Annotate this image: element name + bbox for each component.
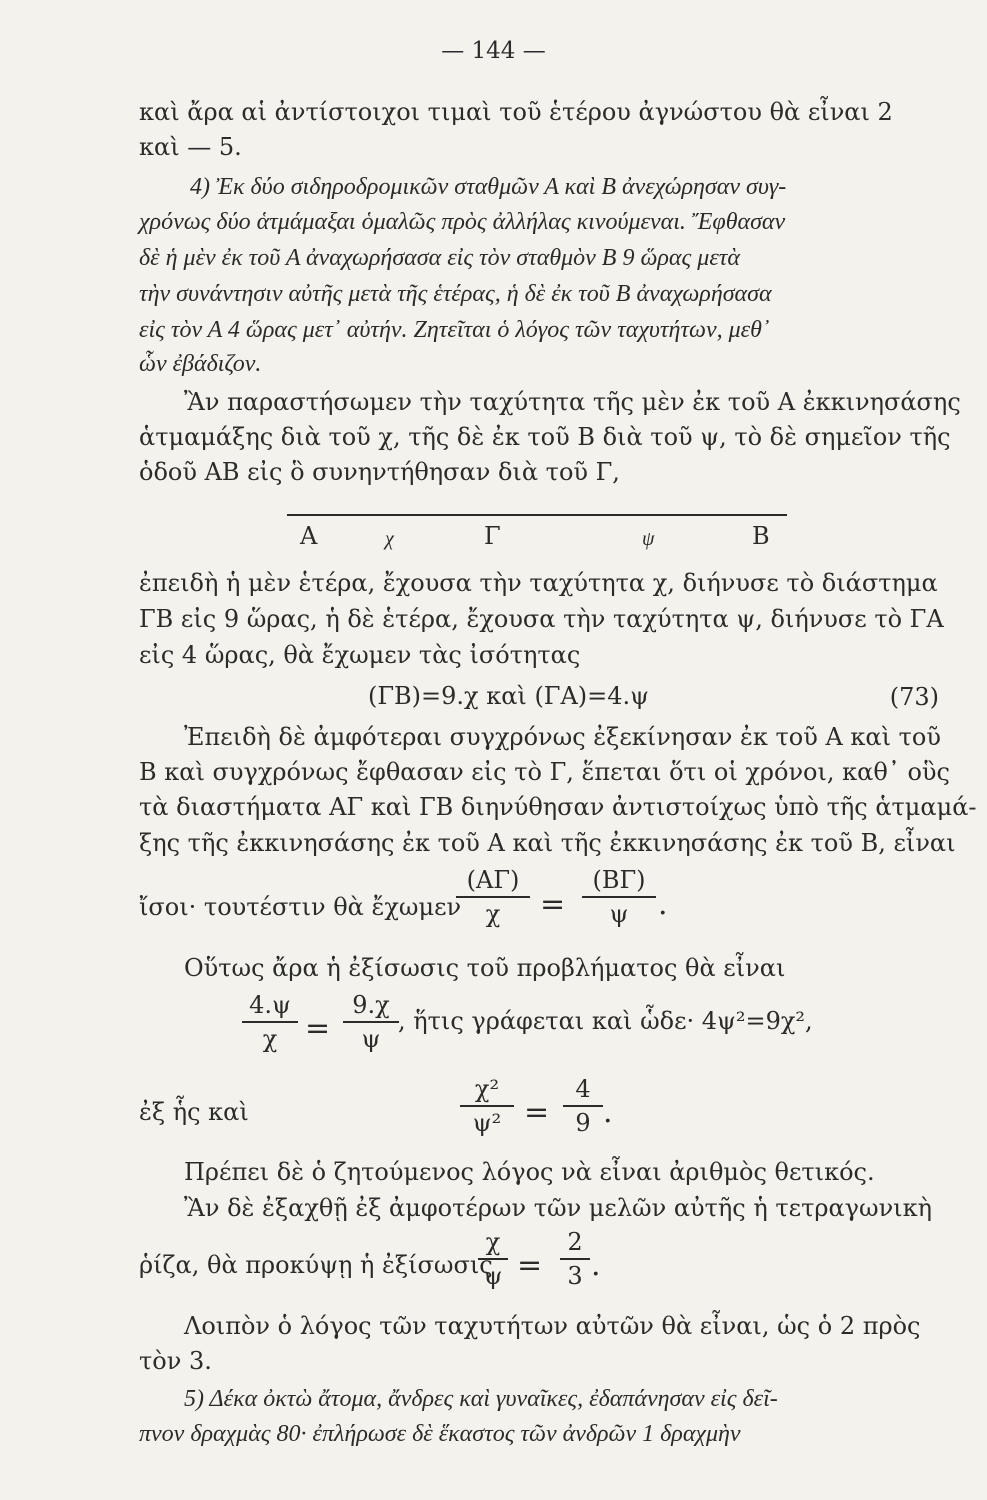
fraction-denominator: ψ² bbox=[472, 1109, 502, 1137]
fraction-numerator: 9.χ bbox=[352, 991, 390, 1019]
fraction-9chi-over-psi bbox=[343, 990, 399, 1054]
segment-label-a: Α bbox=[300, 522, 318, 550]
problem-5-text: πνον δραχμὰς 80· ἐπλήρωσε δὲ ἕκαστος τῶν ἀνδρῶν 1 δραχμὴν bbox=[139, 1421, 741, 1447]
fraction-bar bbox=[343, 1021, 399, 1023]
solution-text: Λοιπὸν ὁ λόγος τῶν ταχυτήτων αὐτῶν θὰ εἶναι, ὡς ὁ 2 πρὸς bbox=[184, 1312, 921, 1340]
equals-sign: = bbox=[540, 887, 566, 922]
problem-4-text: δὲ ἡ μὲν ἐκ τοῦ Α ἀναχωρήσασα εἰς τὸν σταθμὸν Β 9 ὥρας μετὰ bbox=[139, 245, 740, 271]
fraction-numerator: χ² bbox=[474, 1075, 500, 1103]
solution-text: Ἐπειδὴ δὲ ἀμφότεραι συγχρόνως ἐξεκίνησαν ἐκ τοῦ Α καὶ τοῦ bbox=[184, 723, 941, 751]
fraction-denominator: χ bbox=[262, 1025, 278, 1053]
period: . bbox=[658, 887, 668, 922]
solution-text: ἐπειδὴ ἡ μὲν ἑτέρα, ἔχουσα τὴν ταχύτητα χ, διήνυσε τὸ διάστημα bbox=[139, 569, 938, 597]
fraction-2-over-3 bbox=[560, 1227, 590, 1291]
solution-text: ὁδοῦ ΑΒ εἰς ὃ συνηντήθησαν διὰ τοῦ Γ, bbox=[139, 458, 620, 486]
segment-label-b: Β bbox=[752, 522, 770, 550]
segment-label-gamma: Γ bbox=[484, 522, 501, 550]
fraction-bar bbox=[563, 1105, 603, 1107]
fraction-4psi-over-chi bbox=[242, 990, 298, 1054]
problem-4-text: 4) Ἐκ δύο σιδηροδρομικῶν σταθμῶν Α καὶ Β ἀνεχώρησαν συγ- bbox=[190, 174, 787, 200]
fraction-denominator: 9 bbox=[575, 1109, 591, 1137]
fraction-numerator: 4.ψ bbox=[249, 991, 291, 1019]
segment-label-chi: χ bbox=[385, 528, 394, 550]
text-line: καὶ — 5. bbox=[139, 133, 242, 161]
solution-text: Οὕτως ἄρα ἡ ἐξίσωσις τοῦ προβλήματος θὰ εἶναι bbox=[184, 954, 786, 982]
equals-sign: = bbox=[305, 1011, 331, 1046]
solution-text: Πρέπει δὲ ὁ ζητούμενος λόγος νὰ εἶναι ἀριθμὸς θετικός. bbox=[184, 1158, 875, 1186]
fraction-bar bbox=[242, 1021, 298, 1023]
fraction-denominator: ψ bbox=[361, 1025, 381, 1053]
fraction-numerator: (ΑΓ) bbox=[466, 866, 520, 894]
problem-4-text: ὧν ἐβάδιζον. bbox=[139, 351, 262, 377]
equals-sign: = bbox=[517, 1248, 543, 1283]
problem-4-text: τὴν συνάντησιν αὐτῆς μετὰ τῆς ἑτέρας, ἡ δὲ ἐκ τοῦ Β ἀναχωρήσασα bbox=[139, 281, 772, 307]
solution-text: ΓΒ εἰς 9 ὥρας, ἡ δὲ ἑτέρα, ἔχουσα τὴν ταχύτητα ψ, διήνυσε τὸ ΓΑ bbox=[139, 605, 944, 633]
solution-text: ἴσοι· τουτέστιν θὰ ἔχωμεν bbox=[139, 893, 462, 921]
solution-text: ἐξ ἧς καὶ bbox=[139, 1098, 249, 1126]
segment-label-psi: ψ bbox=[642, 528, 655, 550]
fraction-denominator: 3 bbox=[567, 1262, 583, 1290]
fraction-bar bbox=[460, 1105, 514, 1107]
fraction-ag-over-chi bbox=[456, 865, 530, 929]
fraction-bar bbox=[560, 1258, 590, 1260]
solution-text: ξης τῆς ἐκκινησάσης ἐκ τοῦ Α καὶ τῆς ἐκκινησάσης ἐκ τοῦ Β, εἶναι bbox=[139, 829, 956, 857]
fraction-4-over-9 bbox=[563, 1074, 603, 1138]
solution-text: Ἂν παραστήσωμεν τὴν ταχύτητα τῆς μὲν ἐκ τοῦ Α ἐκκινησάσης bbox=[184, 388, 961, 416]
solution-text: ἁτμαμάξης διὰ τοῦ χ, τῆς δὲ ἐκ τοῦ Β διὰ τοῦ ψ, τὸ δὲ σημεῖον τῆς bbox=[139, 423, 951, 451]
solution-text: τὸν 3. bbox=[139, 1347, 212, 1375]
fraction-denominator: χ bbox=[485, 900, 501, 928]
segment-ab-line bbox=[287, 514, 787, 516]
fraction-numerator: χ bbox=[485, 1228, 501, 1256]
fraction-numerator: 4 bbox=[575, 1075, 591, 1103]
period: . bbox=[591, 1248, 601, 1283]
solution-text: εἰς 4 ὥρας, θὰ ἔχωμεν τὰς ἰσότητας bbox=[139, 641, 581, 669]
fraction-numerator: (ΒΓ) bbox=[592, 866, 646, 894]
equation-number: (73) bbox=[889, 683, 939, 711]
problem-5-text: 5) Δέκα ὀκτὼ ἄτομα, ἄνδρες καὶ γυναῖκες, ἐδαπάνησαν εἰς δεῖ- bbox=[184, 1386, 778, 1412]
fraction-chi-over-psi bbox=[478, 1227, 508, 1291]
fraction-chi2-over-psi2 bbox=[460, 1074, 514, 1138]
problem-4-text: χρόνως δύο ἁτμάμαξαι ὁμαλῶς πρὸς ἀλλήλας κινούμεναι. Ἔφθασαν bbox=[139, 209, 786, 235]
solution-text: τὰ διαστήματα ΑΓ καὶ ΓΒ διηνύθησαν ἀντιστοίχως ὑπὸ τῆς ἁτμαμά- bbox=[139, 793, 977, 821]
text-line: καὶ ἄρα αἱ ἀντίστοιχοι τιμαὶ τοῦ ἑτέρου ἀγνώστου θὰ εἶναι 2 bbox=[139, 98, 893, 126]
fraction-bar bbox=[582, 896, 656, 898]
equals-sign: = bbox=[524, 1095, 550, 1130]
period: . bbox=[603, 1095, 613, 1130]
fraction-bg-over-psi bbox=[582, 865, 656, 929]
equation-73: (ΓΒ)=9.χ καὶ (ΓΑ)=4.ψ bbox=[368, 682, 649, 710]
page-number: — 144 — bbox=[441, 38, 546, 64]
solution-text: ῥίζα, θὰ προκύψῃ ἡ ἐξίσωσις bbox=[139, 1251, 493, 1279]
fraction-numerator: 2 bbox=[567, 1228, 583, 1256]
fraction-bar bbox=[456, 896, 530, 898]
fraction-bar bbox=[478, 1258, 508, 1260]
solution-text: Ἂν δὲ ἐξαχθῇ ἐξ ἀμφοτέρων τῶν μελῶν αὐτῆς ἡ τετραγωνικὴ bbox=[184, 1194, 932, 1222]
solution-text: Β καὶ συγχρόνως ἔφθασαν εἰς τὸ Γ, ἕπεται ὅτι οἱ χρόνοι, καθ᾿ οὓς bbox=[139, 758, 950, 786]
solution-text: , ἥτις γράφεται καὶ ὧδε· 4ψ²=9χ², bbox=[398, 1007, 813, 1035]
fraction-denominator: ψ bbox=[609, 900, 629, 928]
problem-4-text: εἰς τὸν Α 4 ὥρας μετ᾿ αὐτήν. Ζητεῖται ὁ λόγος τῶν ταχυτήτων, μεθ᾿ bbox=[139, 317, 770, 343]
fraction-denominator: ψ bbox=[483, 1262, 503, 1290]
